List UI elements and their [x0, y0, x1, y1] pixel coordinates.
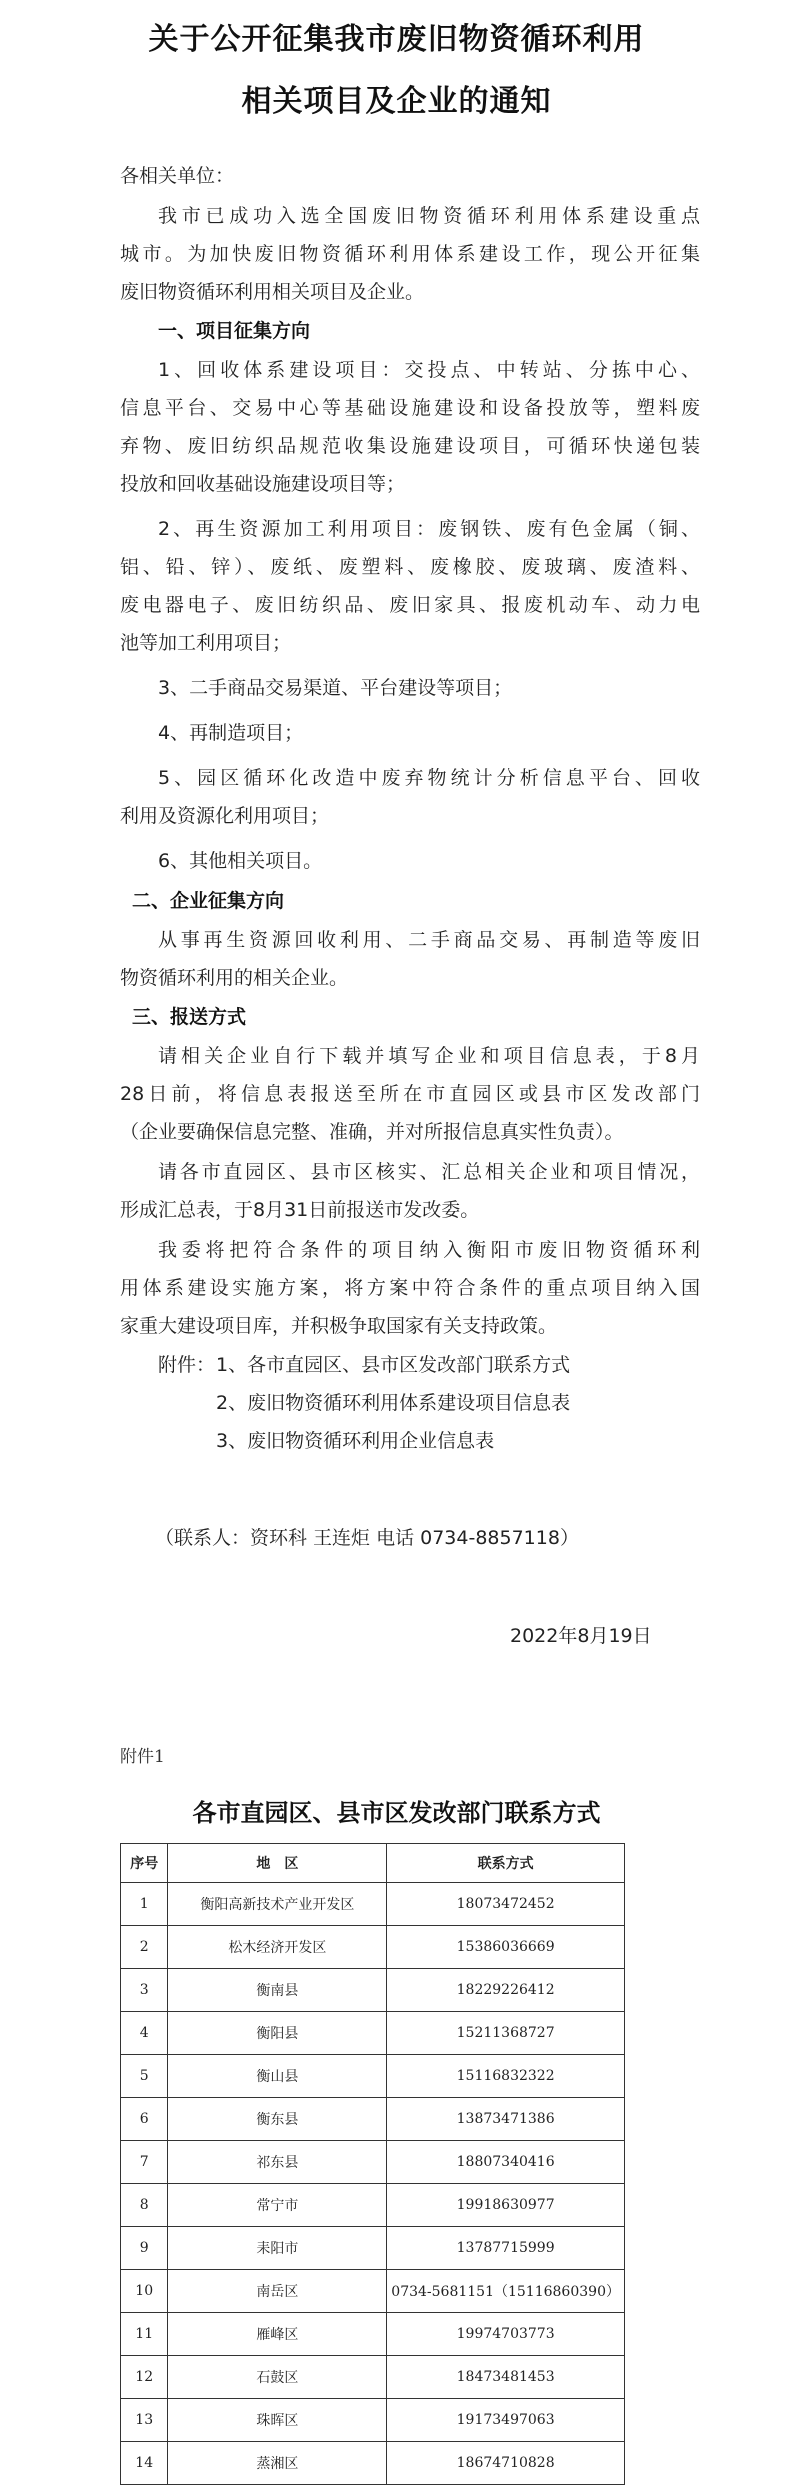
cell-index: 9: [121, 2227, 168, 2270]
cell-contact: 18073472452: [387, 1883, 625, 1926]
cell-contact: 15211368727: [387, 2012, 625, 2055]
paragraph-line: 利用及资源化利用项目；: [120, 805, 330, 827]
cell-contact: 19918630977: [387, 2184, 625, 2227]
table-title: 各市直园区、县市区发改部门联系方式: [192, 1798, 601, 1827]
paragraph-line: 我市已成功入选全国废旧物资循环利用体系建设重点: [158, 205, 700, 227]
cell-region: 蒸湘区: [168, 2442, 387, 2485]
paragraph-line: 信息平台、交易中心等基础设施建设和设备投放等，塑料废: [120, 397, 700, 419]
table-row: [121, 2227, 625, 2270]
paragraph-line: 投放和回收基础设施建设项目等；: [120, 473, 406, 495]
section-heading-enterprises: 二、企业征集方向: [132, 890, 285, 912]
cell-region: 南岳区: [168, 2270, 387, 2313]
cell-contact: 18229226412: [387, 1969, 625, 2012]
cell-index: 13: [121, 2399, 168, 2442]
paragraph-line: 1、回收体系建设项目：交投点、中转站、分拣中心、: [158, 359, 700, 381]
attachment-item: 3、废旧物资循环利用企业信息表: [216, 1430, 495, 1452]
cell-region: 衡东县: [168, 2098, 387, 2141]
paragraph-line: 5、园区循环化改造中废弃物统计分析信息平台、回收: [158, 767, 700, 789]
cell-region: 石鼓区: [168, 2356, 387, 2399]
table-row: [121, 2442, 625, 2485]
cell-index: 7: [121, 2141, 168, 2184]
cell-contact: 18473481453: [387, 2356, 625, 2399]
cell-index: 11: [121, 2313, 168, 2356]
cell-contact: 15386036669: [387, 1926, 625, 1969]
cell-region: 雁峰区: [168, 2313, 387, 2356]
paragraph-line: 形成汇总表，于8月31日前报送市发改委。: [120, 1199, 480, 1221]
attachments-label: 附件：: [158, 1354, 216, 1376]
cell-region: 衡山县: [168, 2055, 387, 2098]
table-row: [121, 2012, 625, 2055]
paragraph-line: 2、再生资源加工利用项目：废钢铁、废有色金属（铜、: [158, 518, 700, 540]
cell-contact: 0734-5681151（15116860390）: [387, 2270, 625, 2313]
header-index: 序号: [121, 1844, 168, 1883]
table-row: [121, 2055, 625, 2098]
cell-index: 4: [121, 2012, 168, 2055]
section-heading-projects: 一、项目征集方向: [158, 320, 311, 342]
contacts-table: [120, 1843, 625, 2485]
issue-date: 2022年8月19日: [510, 1625, 652, 1647]
attachment-item: 2、废旧物资循环利用体系建设项目信息表: [216, 1392, 571, 1414]
cell-index: 3: [121, 1969, 168, 2012]
paragraph-line: 我委将把符合条件的项目纳入衡阳市废旧物资循环利: [158, 1239, 700, 1261]
paragraph-line: 铝、铅、锌）、废纸、废塑料、废橡胶、废玻璃、废渣料、: [120, 556, 700, 578]
cell-index: 14: [121, 2442, 168, 2485]
table-row: [121, 2399, 625, 2442]
section-heading-submission: 三、报送方式: [132, 1006, 247, 1028]
paragraph-line: 废电器电子、废旧纺织品、废旧家具、报废机动车、动力电: [120, 594, 700, 616]
cell-region: 衡南县: [168, 1969, 387, 2012]
cell-index: 2: [121, 1926, 168, 1969]
paragraph-line: 物资循环利用的相关企业。: [120, 967, 349, 989]
cell-contact: 15116832322: [387, 2055, 625, 2098]
table-row: [121, 1883, 625, 1926]
header-contact: 联系方式: [387, 1844, 625, 1883]
table-row: [121, 2356, 625, 2399]
cell-index: 10: [121, 2270, 168, 2313]
paragraph-line: 废旧物资循环利用相关项目及企业。: [120, 281, 425, 303]
cell-contact: 19974703773: [387, 2313, 625, 2356]
cell-index: 6: [121, 2098, 168, 2141]
paragraph-line: 用体系建设实施方案，将方案中符合条件的重点项目纳入国: [120, 1277, 700, 1299]
paragraph-line: 弃物、废旧纺织品规范收集设施建设项目，可循环快递包装: [120, 435, 700, 457]
cell-contact: 13787715999: [387, 2227, 625, 2270]
paragraph-line: 城市。为加快废旧物资循环利用体系建设工作，现公开征集: [120, 243, 700, 265]
contact-info: （联系人：资环科 王连炬 电话 0734-8857118）: [155, 1527, 579, 1549]
paragraph-line: 请相关企业自行下载并填写企业和项目信息表，于8月: [158, 1045, 700, 1067]
table-header-row: [121, 1844, 625, 1883]
header-region: 地 区: [168, 1844, 387, 1883]
paragraph-line: 4、再制造项目；: [158, 722, 304, 744]
cell-index: 1: [121, 1883, 168, 1926]
table-row: [121, 2313, 625, 2356]
document-title-line-2: 相关项目及企业的通知: [241, 84, 552, 119]
table-row: [121, 2184, 625, 2227]
cell-region: 常宁市: [168, 2184, 387, 2227]
cell-region: 衡阳高新技术产业开发区: [168, 1883, 387, 1926]
attachment-item: 1、各市直园区、县市区发改部门联系方式: [216, 1354, 571, 1376]
table-row: [121, 2270, 625, 2313]
table-row: [121, 1926, 625, 1969]
table-row: [121, 1969, 625, 2012]
paragraph-line: 请各市直园区、县市区核实、汇总相关企业和项目情况，: [158, 1161, 700, 1183]
salutation: 各相关单位：: [120, 165, 235, 187]
paragraph-line: 池等加工利用项目；: [120, 632, 292, 654]
cell-contact: 18674710828: [387, 2442, 625, 2485]
paragraph-line: 6、其他相关项目。: [158, 850, 323, 872]
paragraph-line: 家重大建设项目库，并积极争取国家有关支持政策。: [120, 1315, 558, 1337]
paragraph-line: 3、二手商品交易渠道、平台建设等项目；: [158, 677, 513, 699]
cell-region: 耒阳市: [168, 2227, 387, 2270]
cell-contact: 18807340416: [387, 2141, 625, 2184]
paragraph-line: 28日前，将信息表报送至所在市直园区或县市区发改部门: [120, 1083, 700, 1105]
annex-label: 附件1: [120, 1747, 165, 1767]
table-row: [121, 2098, 625, 2141]
cell-index: 8: [121, 2184, 168, 2227]
table-row: [121, 2141, 625, 2184]
cell-region: 松木经济开发区: [168, 1926, 387, 1969]
cell-index: 12: [121, 2356, 168, 2399]
paragraph-line: 从事再生资源回收利用、二手商品交易、再制造等废旧: [158, 929, 700, 951]
cell-contact: 19173497063: [387, 2399, 625, 2442]
cell-contact: 13873471386: [387, 2098, 625, 2141]
document-title-line-1: 关于公开征集我市废旧物资循环利用: [148, 22, 645, 57]
paragraph-line: （企业要确保信息完整、准确，并对所报信息真实性负责）。: [120, 1121, 624, 1143]
cell-region: 衡阳县: [168, 2012, 387, 2055]
cell-region: 珠晖区: [168, 2399, 387, 2442]
cell-index: 5: [121, 2055, 168, 2098]
cell-region: 祁东县: [168, 2141, 387, 2184]
